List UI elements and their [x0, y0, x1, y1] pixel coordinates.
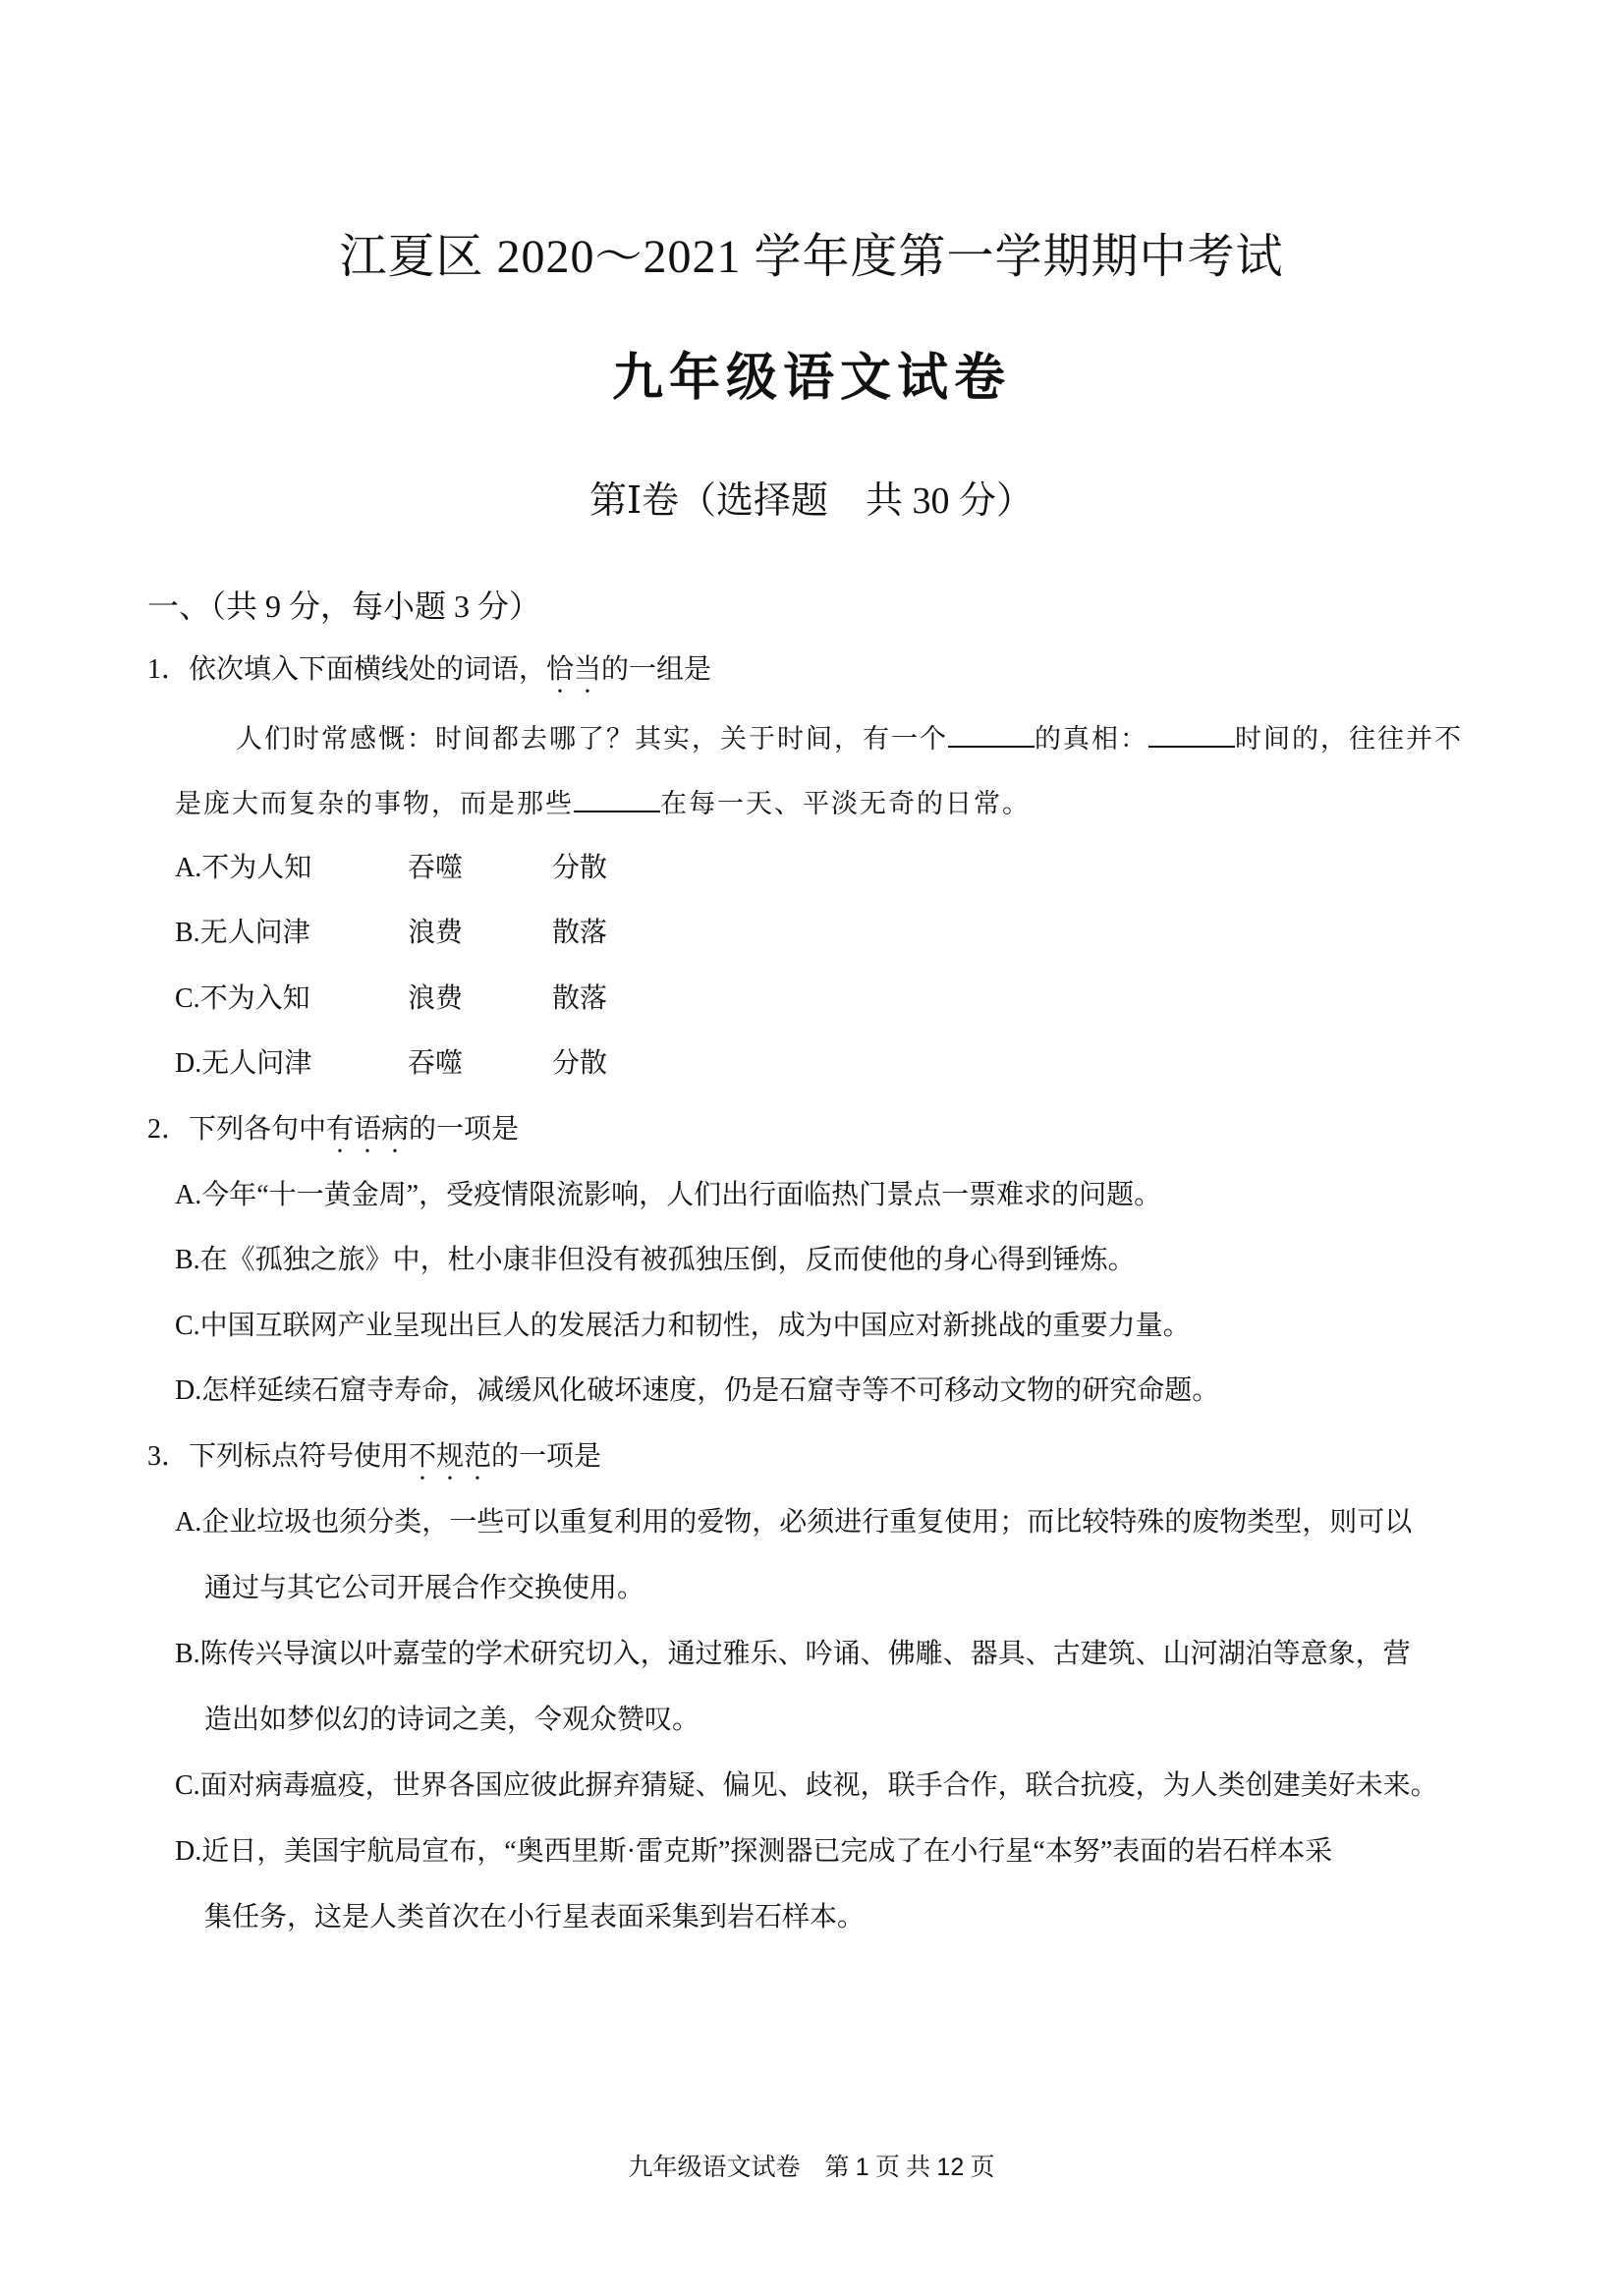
question-3-option-a: A.企业垃圾也须分类，一些可以重复利用的爱物，必须进行重复使用；而比较特殊的废物类型，则可以 [175, 1507, 1413, 1538]
question-1-option-c: C.不为入知 浪费 散落 [175, 983, 608, 1014]
question-2-option-a: A.今年“十一黄金周”，受疫情限流影响，人们出行面临热门景点一票难求的问题。 [175, 1180, 1162, 1210]
answer-blank [574, 785, 660, 812]
question-1-stem: 1．依次填入下面横线处的词语，恰当的一组是 [147, 654, 712, 685]
question-1-option-b: B.无人问津 浪费 散落 [175, 918, 608, 948]
part-title: 第Ⅰ卷（选择题 共 30 分） [588, 480, 1034, 522]
question-1-passage-line-2: 是庞大而复杂的事物，而是那些 在每一天、平淡无奇的日常。 [175, 784, 1031, 823]
question-3-stem: 3．下列标点符号使用不规范的一项是 [147, 1441, 602, 1472]
section-heading: 一、（共 9 分，每小题 3 分） [147, 588, 541, 624]
question-3-option-b-cont: 造出如梦似幻的诗词之美，令观众赞叹。 [204, 1705, 700, 1735]
question-2-stem: 2．下列各句中有语病的一项是 [147, 1114, 520, 1145]
question-2-option-c: C.中国互联网产业呈现出巨人的发展活力和韧性，成为中国应对新挑战的重要力量。 [175, 1311, 1191, 1341]
question-3-option-b: B.陈传兴导演以叶嘉莹的学术研究切入，通过雅乐、吟诵、佛雕、器具、古建筑、山河湖泊等意象，营 [175, 1639, 1411, 1669]
answer-blank [1148, 720, 1235, 748]
page-number: 1 [855, 2154, 869, 2181]
exam-subtitle: 九年级语文试卷 [611, 349, 1011, 408]
question-3-option-c: C.面对病毒瘟疫，世界各国应彼此摒弃猜疑、偏见、歧视，联手合作，联合抗疫，为人类创建美好未来。 [175, 1770, 1438, 1801]
question-3-option-d: D.近日，美国宇航局宣布，“奥西里斯·雷克斯”探测器已完成了在小行星“本努”表面的岩石样本采 [175, 1836, 1333, 1867]
question-2-option-d: D.怎样延续石窟寺寿命，减缓风化破坏速度，仍是石窟寺等不可移动文物的研究命题。 [175, 1375, 1220, 1406]
question-1-option-a: A.不为人知 吞噬 分散 [175, 853, 608, 883]
answer-blank [948, 720, 1035, 748]
emphasis-mark: 恰当 [546, 654, 602, 685]
question-3-option-d-cont: 集任务，这是人类首次在小行星表面采集到岩石样本。 [204, 1902, 866, 1932]
page-footer: 九年级语文试卷 第 1 页 共 12 页 [628, 2154, 995, 2181]
question-2-option-b: B.在《孤独之旅》中，杜小康非但没有被孤独压倒，反而使他的身心得到锤炼。 [175, 1245, 1136, 1275]
total-pages: 12 [936, 2154, 965, 2181]
question-1-passage-line-1: 人们时常感慨：时间都去哪了？其实，关于时间，有一个 的真相： 时间的，往往并不 [236, 719, 1463, 758]
emphasis-mark: 不规范 [409, 1441, 492, 1472]
question-1-option-d: D.无人问津 吞噬 分散 [175, 1048, 608, 1079]
question-3-option-a-cont: 通过与其它公司开展合作交换使用。 [204, 1573, 645, 1603]
exam-title: 江夏区 2020～2021 学年度第一学期期中考试 [339, 231, 1284, 283]
emphasis-mark: 有语病 [326, 1114, 410, 1145]
